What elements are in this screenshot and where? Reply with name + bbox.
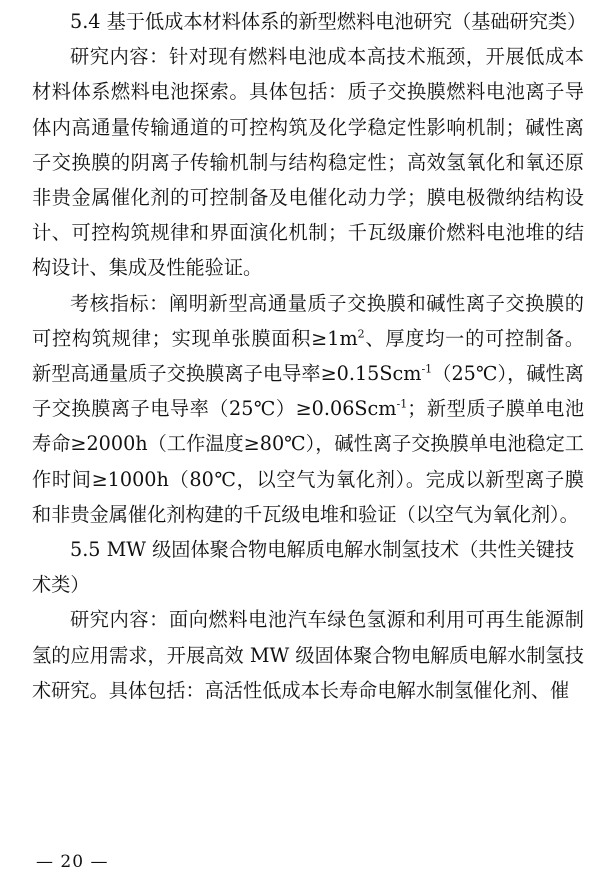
section-5-5-research-content: 研究内容：面向燃料电池汽车绿色氢源和利用可再生能源制氢的应用需求，开展高效 MW 级固体聚合物电解质电解水制氢技术研究。具体包括：高活性低成本长寿命电解水制氢催化剂、催 (32, 608, 584, 702)
indicator-text-part-3: （25℃），碱性离子交换膜离子电导率（25℃）≥0.06Scm (32, 362, 584, 421)
section-5-4-research-content: 研究内容：针对现有燃料电池成本高技术瓶颈，开展低成本材料体系燃料电池探索。具体包括：质子交换膜燃料电池离子导体内高通量传输通道的可控构筑及化学稳定性影响机制；碱性离子交换膜的阴离子传输机制与结构稳定性；高效氢氧化和氧还原非贵金属催化剂的可控制备及电催化动力学；膜电极微纳结构设计、可控构筑规律和界面演化机制；千瓦级廉价燃料电池堆的结构设计、集成及性能验证。 (32, 45, 584, 280)
section-5-4-heading: 5.4 基于低成本材料体系的新型燃料电池研究（基础研究类） (70, 10, 587, 33)
superscript-conductivity-unit-2: -1 (396, 397, 408, 411)
section-5-5-heading: 5.5 MW 级固体聚合物电解质电解水制氢技术（共性关键技术类） (32, 538, 575, 597)
indicator-text-part-4: ；新型质子膜单电池寿命≥2000h（工作温度≥80℃），碱性离子交换膜单电池稳定工作时间≥1000h（80℃，以空气为氧化剂）。完成以新型离子膜和非贵金属催化剂构建的千瓦级电堆和验证（以空气为氧化剂）。 (32, 397, 585, 526)
superscript-area-exponent: 2 (357, 327, 365, 341)
page-content (32, 4, 587, 708)
section-5-4-assessment-indicators (32, 286, 584, 532)
indicator-text-part-1: 考核指标：阐明新型高通量质子交换膜和碱性离子交换膜的可控构筑规律；实现单张膜面积≥1m (32, 291, 584, 350)
superscript-conductivity-unit-1: -1 (421, 362, 433, 376)
indicator-text-part-2: 、厚度均一的可控制备。新型高通量质子交换膜离子电导率≥0.15Scm (32, 326, 585, 386)
page-number: — 20 — (36, 852, 109, 872)
